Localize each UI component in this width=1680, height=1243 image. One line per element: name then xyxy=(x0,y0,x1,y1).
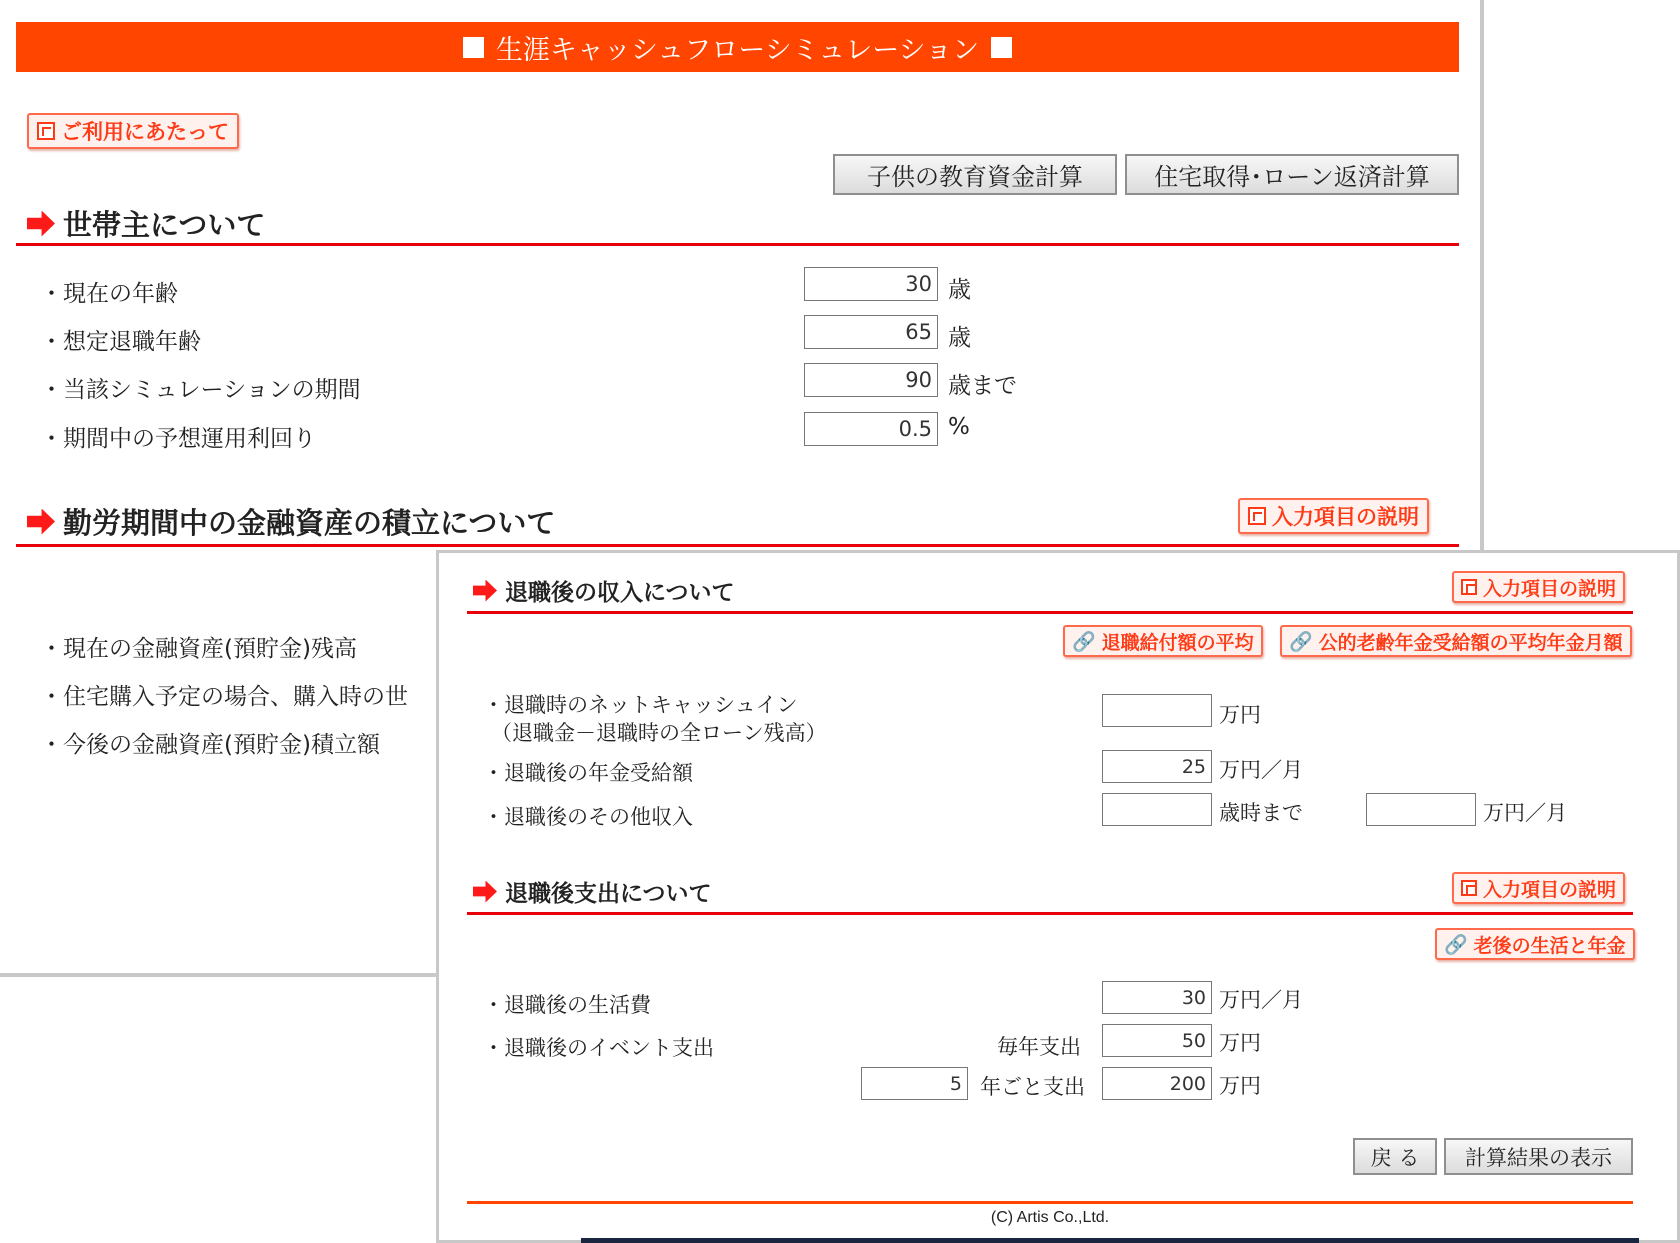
accumulation-heading-text: 勤労期間中の金融資産の積立について xyxy=(63,506,556,540)
annual-expense-input[interactable]: 50 xyxy=(1102,1024,1212,1057)
expense-heading xyxy=(473,875,712,908)
retirement-panel xyxy=(436,550,1680,1243)
page-title: 生涯キャッシュフローシミュレーション xyxy=(495,34,980,66)
accumulation-help-link[interactable] xyxy=(1238,498,1429,534)
pension-average-link[interactable] xyxy=(1280,625,1632,657)
footer-divider xyxy=(467,1201,1633,1204)
arrow-right-icon xyxy=(473,580,497,602)
section-divider xyxy=(16,243,1459,246)
ref-link-label: 老後の生活と年金 xyxy=(1473,934,1626,957)
external-window-icon xyxy=(37,122,55,140)
retirement-age-label: ・想定退職年齢 xyxy=(40,329,201,355)
savings-balance-label: ・現在の金融資産(預貯金)残高 xyxy=(40,636,357,662)
householder-heading xyxy=(27,203,265,244)
external-window-icon xyxy=(1248,507,1266,525)
house-purchase-label: ・住宅購入予定の場合、購入時の世 xyxy=(40,684,408,710)
current-age-input[interactable]: 30 xyxy=(804,267,938,301)
ref-link-label: 退職給付額の平均 xyxy=(1101,631,1254,654)
expense-help-link[interactable] xyxy=(1452,872,1625,904)
copyright: (C) Artis Co.,Ltd. xyxy=(990,1209,1110,1226)
expected-yield-label: ・期間中の予想運用利回り xyxy=(40,426,316,452)
interval-years-input[interactable]: 5 xyxy=(861,1067,968,1100)
income-heading xyxy=(473,574,735,607)
current-age-unit: 歳 xyxy=(948,277,971,303)
education-fund-button[interactable]: 子供の教育資金計算 xyxy=(833,154,1117,195)
help-link-label: 入力項目の説明 xyxy=(1272,505,1419,529)
other-income-age-unit: 歳時まで xyxy=(1219,801,1303,825)
net-cash-label: ・退職時のネットキャッシュイン xyxy=(483,693,798,717)
current-age-label: ・現在の年齢 xyxy=(40,281,178,307)
income-help-link[interactable] xyxy=(1452,571,1625,603)
living-cost-input[interactable]: 30 xyxy=(1102,981,1212,1014)
help-link-label: 入力項目の説明 xyxy=(1483,577,1617,600)
pension-input[interactable]: 25 xyxy=(1102,750,1212,783)
retirement-age-input[interactable]: 65 xyxy=(804,315,938,349)
net-cash-sublabel: （退職金－退職時の全ローン残高） xyxy=(491,721,827,745)
show-result-button[interactable]: 計算結果の表示 xyxy=(1444,1138,1633,1175)
arrow-right-icon xyxy=(27,509,55,535)
help-link-label: 入力項目の説明 xyxy=(1483,878,1617,901)
simulation-period-input[interactable]: 90 xyxy=(804,363,938,397)
square-icon xyxy=(463,37,484,58)
retirement-benefit-average-link[interactable] xyxy=(1063,625,1263,657)
annual-expense-label: 毎年支出 xyxy=(997,1035,1081,1059)
retirement-life-link[interactable] xyxy=(1435,928,1635,960)
external-window-icon xyxy=(1461,579,1477,595)
net-cash-unit: 万円 xyxy=(1219,703,1261,727)
square-icon xyxy=(991,37,1012,58)
living-cost-unit: 万円／月 xyxy=(1219,988,1303,1012)
arrow-right-icon xyxy=(27,211,55,237)
simulation-period-label: ・当該シミュレーションの期間 xyxy=(40,377,361,403)
link-icon: 🔗 xyxy=(1444,933,1468,956)
other-income-age-input[interactable] xyxy=(1102,793,1212,826)
external-window-icon xyxy=(1461,880,1477,896)
other-income-amount-unit: 万円／月 xyxy=(1483,801,1567,825)
interval-expense-label: 年ごと支出 xyxy=(980,1075,1085,1099)
other-income-amount-input[interactable] xyxy=(1366,793,1476,826)
link-icon: 🔗 xyxy=(1072,630,1096,653)
householder-heading-text: 世帯主について xyxy=(63,208,266,242)
interval-expense-input[interactable]: 200 xyxy=(1102,1067,1212,1100)
other-income-label: ・退職後のその他収入 xyxy=(483,805,693,829)
arrow-right-icon xyxy=(473,881,497,903)
living-cost-label: ・退職後の生活費 xyxy=(483,993,651,1017)
income-heading-text: 退職後の収入について xyxy=(505,580,735,606)
title-bar xyxy=(16,22,1459,72)
interval-expense-unit: 万円 xyxy=(1219,1074,1261,1098)
net-cash-input[interactable] xyxy=(1102,694,1212,727)
section-divider xyxy=(467,611,1633,614)
annual-expense-unit: 万円 xyxy=(1219,1031,1261,1055)
housing-loan-button[interactable]: 住宅取得･ローン返済計算 xyxy=(1125,154,1459,195)
savings-accumulation-label: ・今後の金融資産(預貯金)積立額 xyxy=(40,732,380,758)
back-button[interactable]: 戻 る xyxy=(1353,1138,1437,1175)
pension-unit: 万円／月 xyxy=(1219,758,1303,782)
expected-yield-input[interactable]: 0.5 xyxy=(804,412,938,446)
link-icon: 🔗 xyxy=(1289,630,1313,653)
section-divider xyxy=(16,544,1459,547)
event-expense-label: ・退職後のイベント支出 xyxy=(483,1036,714,1060)
ref-link-label: 公的老齢年金受給額の平均年金月額 xyxy=(1318,631,1623,654)
simulation-period-unit: 歳まで xyxy=(948,373,1017,399)
bottom-strip xyxy=(581,1238,1639,1243)
expense-heading-text: 退職後支出について xyxy=(505,881,712,907)
retirement-age-unit: 歳 xyxy=(948,325,971,351)
accumulation-heading xyxy=(27,501,555,542)
usage-notes-link[interactable] xyxy=(27,113,239,149)
usage-notes-label: ご利用にあたって xyxy=(61,120,229,144)
expected-yield-unit: % xyxy=(948,414,970,440)
pension-label: ・退職後の年金受給額 xyxy=(483,761,693,785)
section-divider xyxy=(467,912,1633,915)
